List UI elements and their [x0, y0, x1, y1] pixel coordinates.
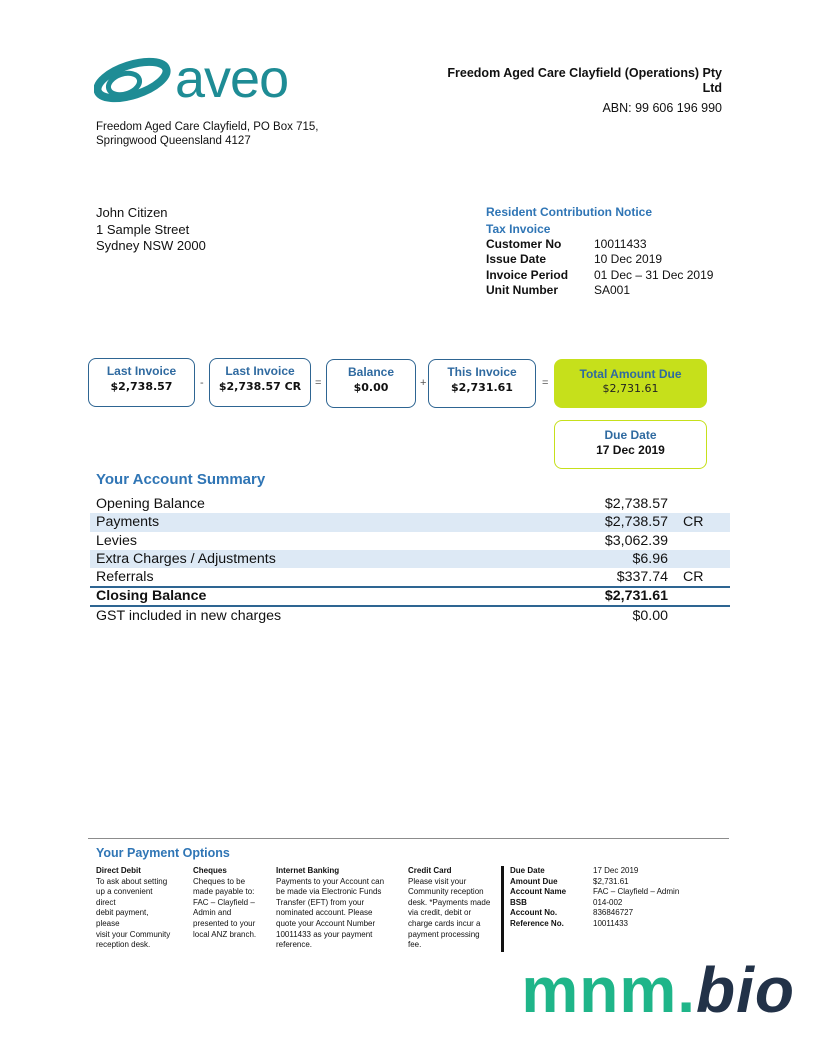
- summary-row: [90, 513, 730, 531]
- last-invoice-box: [88, 358, 195, 407]
- detail-value: $2,731.61: [593, 876, 629, 886]
- option-line: direct: [96, 897, 116, 907]
- cheques-option: [193, 866, 273, 940]
- box-value: $0.00: [353, 381, 389, 394]
- account-summary-table: [90, 495, 730, 626]
- balance-box: [326, 359, 416, 408]
- watermark-part2: bio: [696, 954, 795, 1026]
- gst-label: GST included in new charges: [96, 608, 282, 625]
- detail-label: Reference No.: [510, 918, 564, 928]
- option-line: debit payment,: [96, 908, 149, 918]
- option-line: up a convenient: [96, 887, 153, 897]
- row-credit-flag: CR: [683, 514, 704, 531]
- option-line: be made via Electronic Funds: [276, 887, 382, 897]
- plus-operator: +: [420, 377, 427, 389]
- due-date-box: [554, 420, 707, 469]
- option-line: reference.: [276, 940, 313, 950]
- option-line: local ANZ branch.: [193, 929, 257, 939]
- option-line: Cheques to be: [193, 876, 246, 886]
- invoice-field-row: [486, 283, 713, 298]
- minus-operator: -: [200, 377, 204, 389]
- box-value: $2,738.57: [110, 380, 173, 393]
- summary-row: [90, 568, 730, 586]
- field-label: Invoice Period: [486, 267, 569, 282]
- option-line: made payable to:: [193, 887, 255, 897]
- watermark-part1: mnm.: [521, 954, 697, 1026]
- option-line: payment processing: [408, 929, 480, 939]
- option-line: 10011433 as your payment: [276, 929, 373, 939]
- invoice-field-row: [486, 268, 713, 283]
- payment-details-bar: [501, 866, 504, 952]
- summary-row: [90, 532, 730, 550]
- notice-title: Resident Contribution Notice: [486, 205, 652, 219]
- gst-amount: $0.00: [632, 608, 668, 625]
- invoice-fields: [486, 237, 713, 298]
- option-line: via credit, debit or: [408, 908, 472, 918]
- company-name: [402, 66, 722, 96]
- row-amount: $2,738.57: [604, 496, 668, 512]
- summary-row: [90, 495, 730, 513]
- detail-value: 836846727: [593, 908, 634, 918]
- option-line: charge cards incur a: [408, 918, 481, 928]
- field-label: Unit Number: [486, 282, 558, 297]
- company-name-line: Freedom Aged Care Clayfield (Operations) Pty: [447, 66, 722, 80]
- option-line: please: [96, 918, 120, 928]
- field-value: 10011433: [594, 237, 647, 251]
- detail-label: BSB: [510, 897, 527, 907]
- recipient-city: Sydney NSW 2000: [96, 238, 206, 253]
- sender-address-line: Freedom Aged Care Clayfield, PO Box 715,: [96, 121, 319, 133]
- row-amount: $3,062.39: [604, 532, 668, 549]
- recipient-street: 1 Sample Street: [96, 221, 190, 237]
- row-credit-flag: CR: [683, 569, 704, 586]
- recipient-address: [96, 205, 206, 255]
- box-title: Last Invoice: [106, 364, 177, 378]
- abn: ABN: 99 606 196 990: [602, 101, 722, 115]
- option-heading: Direct Debit: [96, 866, 141, 875]
- field-value: SA001: [594, 282, 631, 297]
- aveo-swirl-icon: [94, 52, 174, 110]
- option-line: desk. *Payments made: [408, 897, 491, 907]
- option-heading: Credit Card: [408, 866, 452, 875]
- box-title: This Invoice: [447, 365, 517, 379]
- sender-address-line: Springwood Queensland 4127: [96, 134, 251, 147]
- invoice-field-row: [486, 252, 713, 267]
- option-line: Community reception: [408, 887, 484, 897]
- notice-subtitle: Tax Invoice: [486, 221, 551, 236]
- total-value: $2,731.61: [602, 382, 659, 395]
- recipient-name: John Citizen: [96, 205, 168, 220]
- option-line: visit your Community: [96, 929, 171, 939]
- total-title: Total Amount Due: [579, 367, 682, 381]
- detail-label: Due Date: [510, 866, 545, 875]
- total-amount-due-box: [554, 359, 707, 408]
- payment-detail-row: [510, 877, 679, 888]
- option-line: reception desk.: [96, 940, 151, 950]
- option-heading: Internet Banking: [276, 866, 340, 875]
- option-line: presented to your: [193, 918, 256, 928]
- payment-detail-row: [510, 887, 679, 898]
- row-label: Extra Charges / Adjustments: [96, 550, 276, 567]
- payment-divider: [88, 838, 729, 839]
- payment-detail-row: [510, 866, 679, 877]
- detail-label: Account No.: [510, 908, 558, 918]
- payment-options-title: Your Payment Options: [96, 846, 230, 860]
- box-title: Last Invoice: [225, 364, 295, 378]
- summary-row: [90, 550, 730, 568]
- field-value: 10 Dec 2019: [594, 252, 663, 267]
- company-name-line: Ltd: [702, 81, 722, 95]
- account-summary-title: Your Account Summary: [96, 471, 266, 488]
- logo-wordmark: aveo: [175, 49, 289, 109]
- detail-value: FAC – Clayfield – Admin: [593, 887, 680, 897]
- this-invoice-box: [428, 359, 536, 408]
- row-amount: $337.74: [616, 569, 668, 586]
- option-line: Please visit your: [408, 876, 467, 886]
- field-label: Customer No: [486, 237, 562, 251]
- option-line: quote your Account Number: [276, 918, 376, 928]
- closing-amount: $2,731.61: [604, 588, 668, 605]
- option-line: Transfer (EFT) from your: [276, 897, 365, 907]
- internet-banking-option: [276, 866, 401, 951]
- payment-detail-row: [510, 898, 679, 909]
- detail-label: Account Name: [510, 887, 567, 897]
- row-amount: $2,738.57: [604, 514, 668, 531]
- invoice-details: [486, 204, 713, 298]
- field-value: 01 Dec – 31 Dec 2019: [594, 267, 714, 282]
- box-value: $2,731.61: [451, 381, 513, 394]
- sender-address: [96, 121, 318, 148]
- row-label: Levies: [96, 532, 138, 549]
- detail-label: Amount Due: [510, 876, 558, 886]
- due-value: 17 Dec 2019: [596, 443, 665, 457]
- closing-label: Closing Balance: [96, 588, 207, 605]
- watermark: [521, 955, 795, 1025]
- detail-value: 014-002: [593, 897, 623, 907]
- option-line: Admin and: [193, 908, 232, 918]
- payment-details: [510, 866, 679, 930]
- detail-value: 17 Dec 2019: [593, 866, 639, 875]
- credit-card-option: [408, 866, 500, 951]
- due-title: Due Date: [604, 428, 657, 442]
- option-line: FAC – Clayfield –: [193, 897, 255, 907]
- equals-operator: =: [542, 377, 549, 389]
- option-line: fee.: [408, 940, 422, 950]
- box-value: $2,738.57 CR: [218, 380, 302, 393]
- closing-balance-row: [90, 586, 730, 607]
- option-line: nominated account. Please: [276, 908, 373, 918]
- equals-operator: =: [315, 377, 322, 389]
- option-heading: Cheques: [193, 866, 227, 875]
- direct-debit-option: [96, 866, 186, 951]
- last-invoice-credit-box: [209, 358, 311, 407]
- gst-row: [90, 607, 730, 625]
- box-title: Balance: [347, 365, 395, 379]
- row-label: Opening Balance: [96, 496, 205, 512]
- row-label: Payments: [96, 514, 160, 531]
- payment-detail-row: [510, 919, 679, 930]
- option-line: To ask about setting: [96, 876, 168, 886]
- invoice-field-row: [486, 237, 713, 252]
- detail-value: 10011433: [593, 918, 628, 928]
- row-label: Referrals: [96, 569, 154, 586]
- field-label: Issue Date: [486, 252, 547, 267]
- option-line: Payments to your Account can: [276, 876, 385, 886]
- row-amount: $6.96: [632, 550, 668, 567]
- payment-detail-row: [510, 908, 679, 919]
